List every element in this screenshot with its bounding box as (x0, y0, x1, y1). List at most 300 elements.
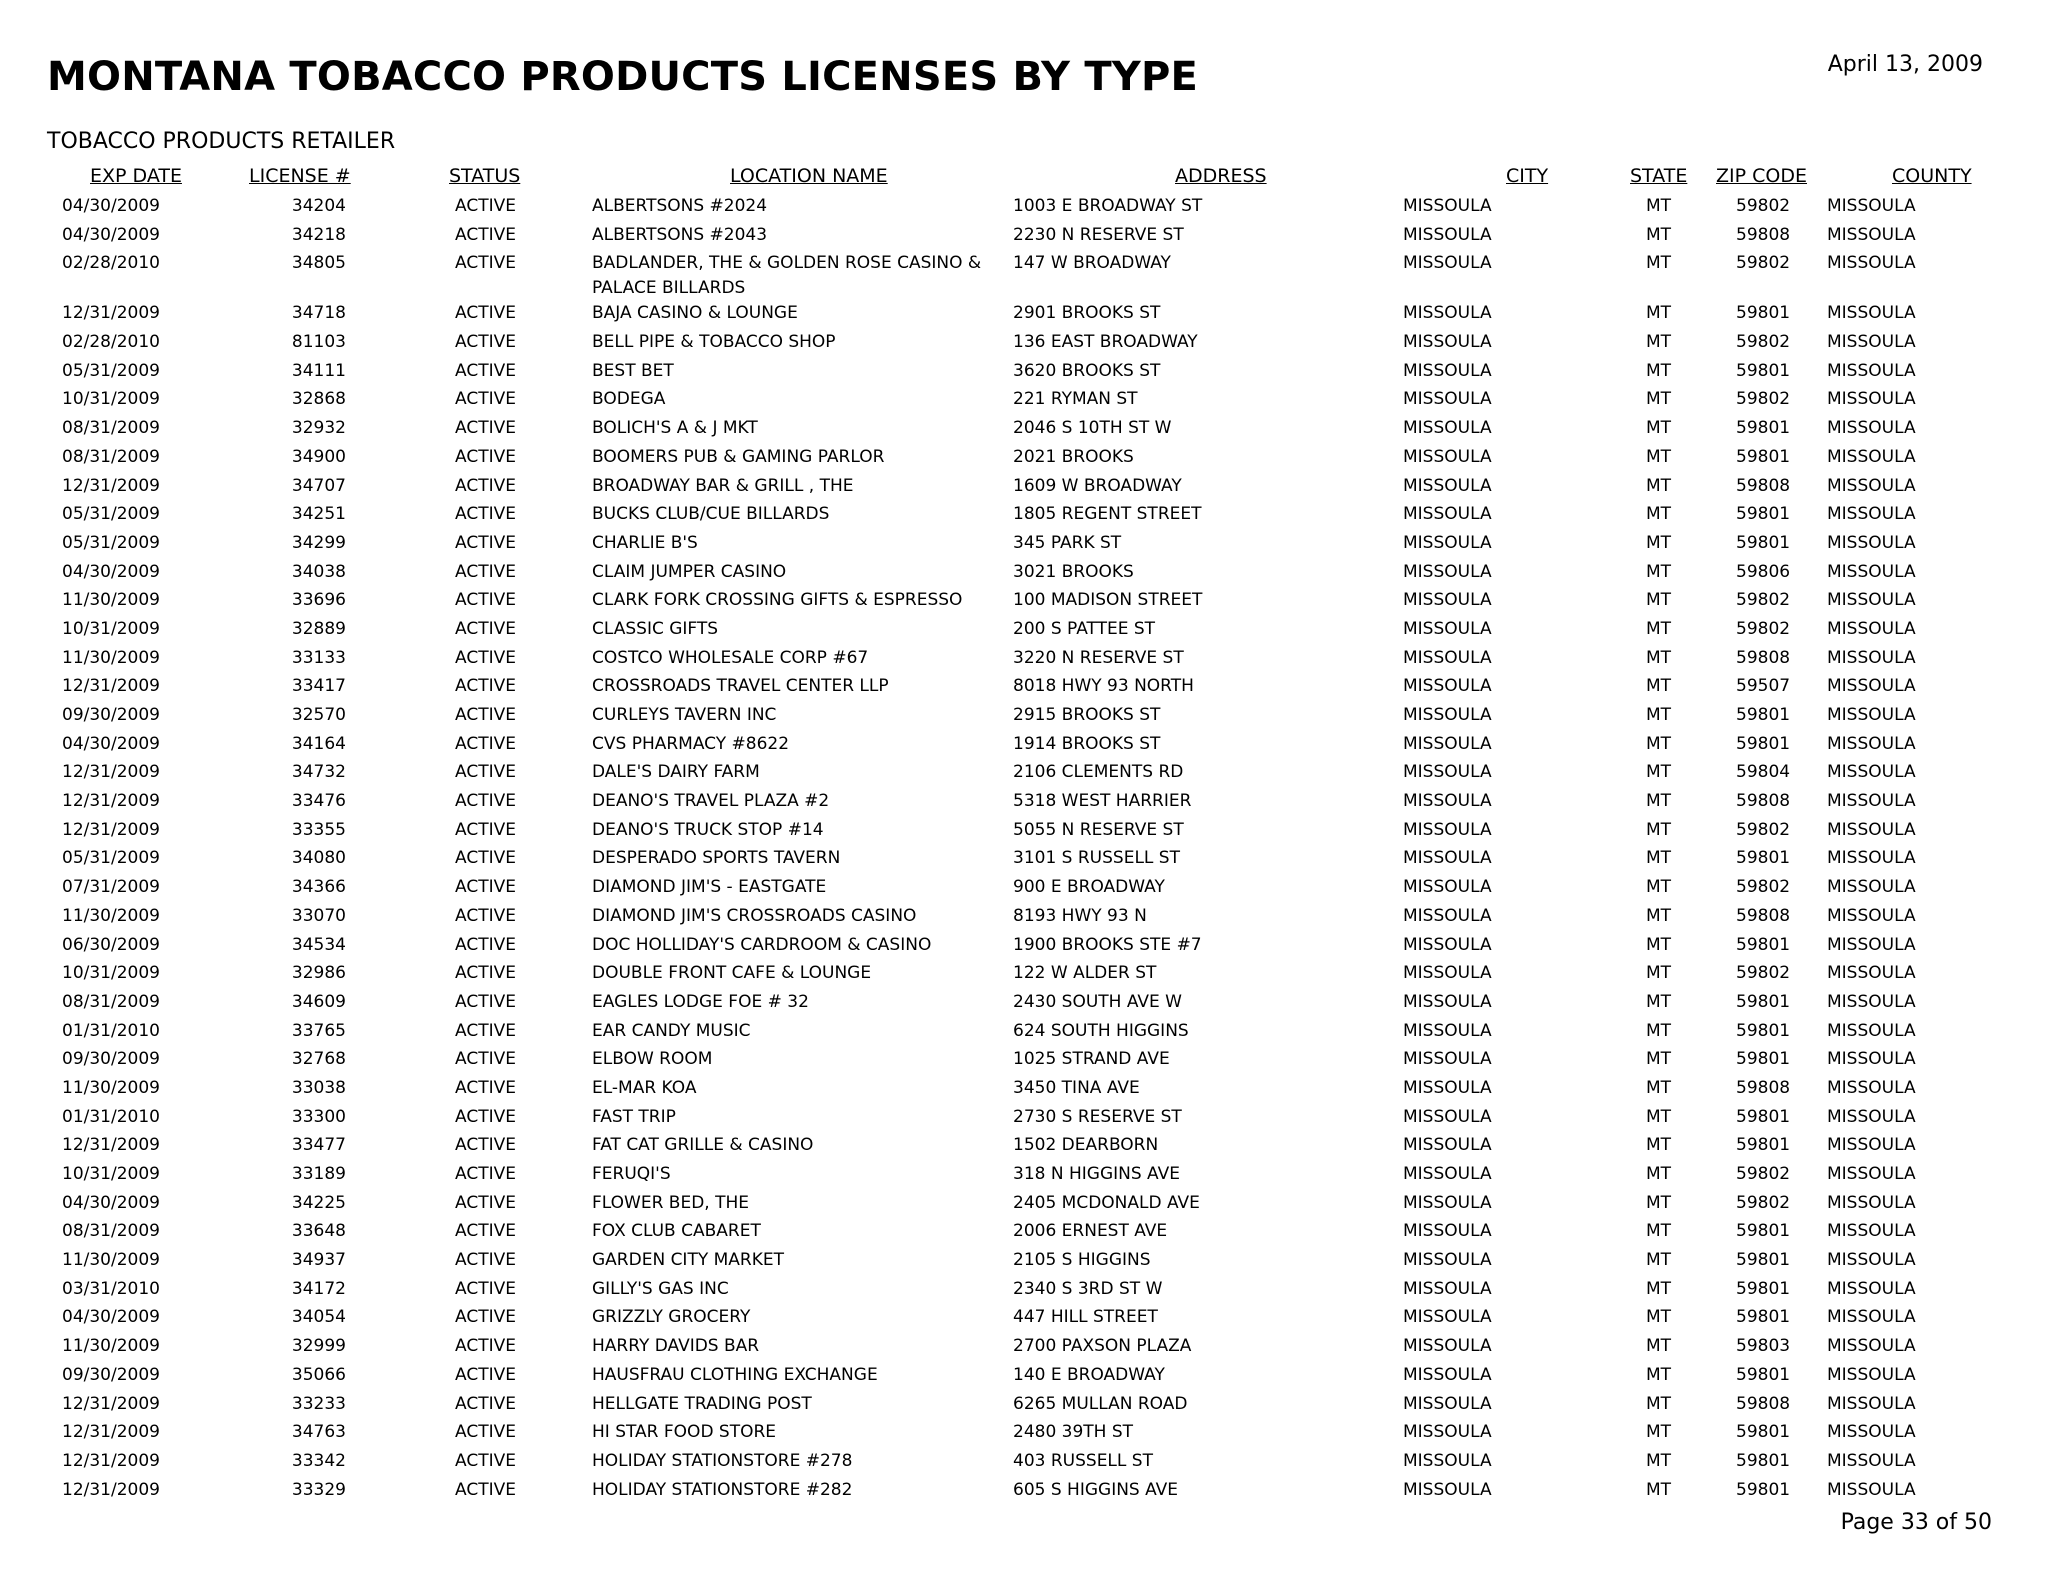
cell-state: MT (1646, 1049, 1672, 1070)
cell-location-name: BADLANDER, THE & GOLDEN ROSE CASINO & PALACE BILLARDS (592, 253, 982, 299)
cell-status: ACTIVE (455, 1422, 516, 1443)
cell-city: MISSOULA (1403, 1450, 1492, 1471)
cell-county: MISSOULA (1827, 418, 1916, 439)
cell-address: 318 N HIGGINS AVE (1013, 1164, 1180, 1184)
cell-address: 447 HILL STREET (1013, 1307, 1158, 1328)
cell-address: 200 S PATTEE ST (1013, 618, 1156, 639)
cell-status: ACTIVE (455, 647, 516, 668)
cell-zip-code: 59801 (1736, 1221, 1791, 1242)
table-row (0, 1361, 2048, 1390)
table-row (0, 844, 2048, 873)
cell-address: 100 MADISON STREET (1013, 590, 1203, 611)
cell-address: 2430 SOUTH AVE W (1013, 991, 1182, 1012)
cell-state: MT (1646, 991, 1672, 1012)
cell-status: ACTIVE (455, 360, 516, 381)
cell-county: MISSOULA (1827, 877, 1916, 898)
cell-city: MISSOULA (1403, 618, 1492, 639)
header-city: CITY (1506, 165, 1549, 187)
cell-city: MISSOULA (1403, 532, 1492, 553)
cell-state: MT (1646, 733, 1672, 754)
cell-state: MT (1646, 1336, 1672, 1357)
cell-zip-code: 59801 (1736, 1364, 1791, 1385)
table-row (0, 385, 2048, 414)
cell-address: 345 PARK ST (1013, 532, 1122, 553)
cell-exp-date: 01/31/2010 (62, 1020, 160, 1041)
cell-county: MISSOULA (1827, 791, 1916, 812)
cell-exp-date: 08/31/2009 (62, 1221, 160, 1242)
cell-address: 605 S HIGGINS AVE (1013, 1479, 1179, 1500)
cell-city: MISSOULA (1403, 1192, 1492, 1213)
cell-county: MISSOULA (1827, 1106, 1916, 1127)
cell-license: 33189 (291, 1164, 346, 1184)
cell-status: ACTIVE (455, 1307, 516, 1328)
cell-location-name: CHARLIE B'S (592, 532, 698, 553)
cell-license: 34732 (291, 762, 346, 783)
cell-status: ACTIVE (455, 791, 516, 812)
cell-exp-date: 05/31/2009 (62, 504, 160, 525)
table-row (0, 529, 2048, 558)
cell-state: MT (1646, 905, 1672, 926)
cell-state: MT (1646, 647, 1672, 668)
cell-county: MISSOULA (1827, 389, 1916, 410)
cell-location-name: HAUSFRAU CLOTHING EXCHANGE (592, 1364, 878, 1385)
cell-county: MISSOULA (1827, 1336, 1916, 1357)
cell-county: MISSOULA (1827, 676, 1916, 697)
cell-zip-code: 59801 (1736, 1020, 1791, 1041)
cell-address: 2700 PAXSON PLAZA (1013, 1336, 1192, 1357)
cell-location-name: CURLEYS TAVERN INC (592, 705, 777, 725)
cell-status: ACTIVE (455, 1250, 516, 1271)
header-county: COUNTY (1892, 165, 1972, 187)
cell-zip-code: 59801 (1736, 991, 1791, 1012)
cell-county: MISSOULA (1827, 819, 1916, 840)
cell-license: 33417 (291, 676, 346, 697)
cell-state: MT (1646, 1307, 1672, 1328)
cell-address: 1502 DEARBORN (1013, 1135, 1159, 1156)
cell-zip-code: 59803 (1736, 1336, 1791, 1357)
cell-status: ACTIVE (455, 819, 516, 840)
cell-county: MISSOULA (1827, 360, 1916, 381)
cell-location-name: CVS PHARMACY #8622 (592, 733, 790, 754)
cell-address: 2480 39TH ST (1013, 1422, 1134, 1443)
cell-location-name: DALE'S DAIRY FARM (592, 762, 760, 783)
cell-county: MISSOULA (1827, 1049, 1916, 1070)
cell-exp-date: 10/31/2009 (62, 963, 160, 984)
cell-license: 34366 (291, 877, 346, 898)
cell-address: 2230 N RESERVE ST (1013, 224, 1184, 245)
cell-county: MISSOULA (1827, 1364, 1916, 1385)
cell-exp-date: 07/31/2009 (62, 877, 160, 898)
cell-location-name: GRIZZLY GROCERY (592, 1307, 751, 1328)
cell-state: MT (1646, 848, 1672, 869)
cell-license: 34299 (291, 532, 346, 553)
cell-status: ACTIVE (455, 1479, 516, 1500)
cell-address: 8018 HWY 93 NORTH (1013, 676, 1194, 697)
cell-county: MISSOULA (1827, 446, 1916, 467)
cell-address: 122 W ALDER ST (1013, 963, 1157, 984)
cell-zip-code: 59802 (1736, 819, 1791, 840)
cell-city: MISSOULA (1403, 1106, 1492, 1127)
cell-exp-date: 12/31/2009 (62, 762, 160, 783)
cell-address: 2730 S RESERVE ST (1013, 1106, 1182, 1127)
cell-state: MT (1646, 1106, 1672, 1127)
cell-license: 33133 (291, 647, 346, 668)
cell-license: 33477 (291, 1135, 346, 1156)
cell-status: ACTIVE (455, 224, 516, 245)
cell-state: MT (1646, 561, 1672, 582)
cell-state: MT (1646, 196, 1672, 216)
cell-exp-date: 02/28/2010 (62, 332, 160, 353)
cell-license: 33765 (291, 1020, 346, 1041)
cell-city: MISSOULA (1403, 676, 1492, 697)
cell-exp-date: 05/31/2009 (62, 360, 160, 381)
cell-county: MISSOULA (1827, 332, 1916, 353)
cell-address: 624 SOUTH HIGGINS (1013, 1020, 1189, 1041)
table-row (0, 1074, 2048, 1103)
table-row (0, 615, 2048, 644)
cell-license: 34204 (291, 196, 346, 216)
cell-state: MT (1646, 1164, 1672, 1184)
cell-status: ACTIVE (455, 1192, 516, 1213)
table-row (0, 787, 2048, 816)
cell-exp-date: 11/30/2009 (62, 1250, 160, 1271)
cell-status: ACTIVE (455, 389, 516, 410)
cell-county: MISSOULA (1827, 1422, 1916, 1443)
table-row (0, 1390, 2048, 1419)
cell-zip-code: 59802 (1736, 590, 1791, 611)
header-state: STATE (1630, 165, 1688, 187)
cell-exp-date: 11/30/2009 (62, 647, 160, 668)
cell-address: 3450 TINA AVE (1013, 1077, 1140, 1098)
cell-exp-date: 03/31/2010 (62, 1278, 160, 1299)
cell-city: MISSOULA (1403, 1135, 1492, 1156)
cell-city: MISSOULA (1403, 733, 1492, 754)
cell-status: ACTIVE (455, 1049, 516, 1070)
cell-zip-code: 59801 (1736, 1307, 1791, 1328)
cell-location-name: DESPERADO SPORTS TAVERN (592, 848, 841, 869)
cell-location-name: FAST TRIP (592, 1106, 676, 1127)
cell-zip-code: 59801 (1736, 1278, 1791, 1299)
cell-county: MISSOULA (1827, 1221, 1916, 1242)
cell-zip-code: 59801 (1736, 934, 1791, 955)
table-row (0, 357, 2048, 386)
cell-status: ACTIVE (455, 1450, 516, 1471)
cell-status: ACTIVE (455, 1336, 516, 1357)
cell-state: MT (1646, 1364, 1672, 1385)
cell-county: MISSOULA (1827, 934, 1916, 955)
cell-city: MISSOULA (1403, 418, 1492, 439)
table-row (0, 1476, 2048, 1505)
cell-county: MISSOULA (1827, 963, 1916, 984)
cell-license: 34038 (291, 561, 346, 582)
cell-city: MISSOULA (1403, 963, 1492, 984)
cell-license: 32986 (291, 963, 346, 984)
cell-state: MT (1646, 1450, 1672, 1471)
cell-exp-date: 12/31/2009 (62, 676, 160, 697)
table-row (0, 816, 2048, 845)
report-date: April 13, 2009 (1827, 52, 1983, 77)
cell-county: MISSOULA (1827, 253, 1916, 274)
cell-county: MISSOULA (1827, 1278, 1916, 1299)
cell-city: MISSOULA (1403, 224, 1492, 245)
table-row (0, 586, 2048, 615)
cell-license: 33696 (291, 590, 346, 611)
cell-status: ACTIVE (455, 253, 516, 274)
report-title: MONTANA TOBACCO PRODUCTS LICENSES BY TYPE (47, 54, 1199, 100)
cell-address: 3220 N RESERVE ST (1013, 647, 1184, 668)
cell-license: 33233 (291, 1393, 346, 1414)
cell-exp-date: 12/31/2009 (62, 1135, 160, 1156)
cell-city: MISSOULA (1403, 1336, 1492, 1357)
cell-exp-date: 12/31/2009 (62, 1422, 160, 1443)
cell-zip-code: 59801 (1736, 733, 1791, 754)
cell-state: MT (1646, 1250, 1672, 1271)
cell-city: MISSOULA (1403, 647, 1492, 668)
cell-location-name: DIAMOND JIM'S - EASTGATE (592, 877, 827, 898)
table-row (0, 558, 2048, 587)
cell-county: MISSOULA (1827, 303, 1916, 324)
cell-location-name: EL-MAR KOA (592, 1077, 697, 1098)
cell-exp-date: 08/31/2009 (62, 446, 160, 467)
cell-county: MISSOULA (1827, 1250, 1916, 1271)
cell-state: MT (1646, 819, 1672, 840)
cell-status: ACTIVE (455, 618, 516, 639)
cell-zip-code: 59808 (1736, 791, 1791, 812)
cell-license: 32889 (291, 618, 346, 639)
cell-license: 34164 (291, 733, 346, 754)
cell-address: 2405 MCDONALD AVE (1013, 1192, 1200, 1213)
table-row (0, 443, 2048, 472)
cell-city: MISSOULA (1403, 360, 1492, 381)
cell-state: MT (1646, 791, 1672, 812)
cell-location-name: EAR CANDY MUSIC (592, 1020, 751, 1041)
cell-location-name: BUCKS CLUB/CUE BILLARDS (592, 504, 830, 525)
table-row (0, 672, 2048, 701)
cell-city: MISSOULA (1403, 1020, 1492, 1041)
cell-city: MISSOULA (1403, 848, 1492, 869)
cell-zip-code: 59802 (1736, 877, 1791, 898)
header-address: ADDRESS (1175, 165, 1267, 187)
header-zip-code: ZIP CODE (1716, 165, 1807, 187)
section-heading: TOBACCO PRODUCTS RETAILER (47, 129, 396, 154)
cell-license: 33355 (291, 819, 346, 840)
header-status: STATUS (449, 165, 521, 187)
cell-county: MISSOULA (1827, 224, 1916, 245)
cell-zip-code: 59801 (1736, 303, 1791, 324)
cell-address: 2106 CLEMENTS RD (1013, 762, 1184, 783)
cell-address: 3101 S RUSSELL ST (1013, 848, 1180, 869)
cell-exp-date: 11/30/2009 (62, 1077, 160, 1098)
cell-location-name: CLASSIC GIFTS (592, 618, 719, 639)
cell-location-name: BEST BET (592, 360, 674, 381)
table-row (0, 1103, 2048, 1132)
cell-zip-code: 59801 (1736, 1250, 1791, 1271)
cell-license: 32868 (291, 389, 346, 410)
cell-license: 34218 (291, 224, 346, 245)
cell-zip-code: 59801 (1736, 504, 1791, 525)
cell-exp-date: 11/30/2009 (62, 590, 160, 611)
table-row (0, 472, 2048, 501)
cell-zip-code: 59801 (1736, 1106, 1791, 1127)
cell-zip-code: 59804 (1736, 762, 1791, 783)
cell-exp-date: 09/30/2009 (62, 1364, 160, 1385)
table-row (0, 1217, 2048, 1246)
table-row (0, 192, 2048, 221)
cell-zip-code: 59802 (1736, 253, 1791, 274)
table-row (0, 1017, 2048, 1046)
cell-location-name: BODEGA (592, 389, 666, 410)
cell-zip-code: 59801 (1736, 1479, 1791, 1500)
cell-license: 34172 (291, 1278, 346, 1299)
cell-state: MT (1646, 1479, 1672, 1500)
cell-address: 147 W BROADWAY (1013, 253, 1171, 274)
cell-city: MISSOULA (1403, 991, 1492, 1012)
cell-zip-code: 59802 (1736, 1164, 1791, 1184)
cell-county: MISSOULA (1827, 1077, 1916, 1098)
cell-address: 900 E BROADWAY (1013, 877, 1165, 898)
cell-status: ACTIVE (455, 590, 516, 611)
cell-address: 136 EAST BROADWAY (1013, 332, 1198, 353)
cell-license: 33329 (291, 1479, 346, 1500)
cell-city: MISSOULA (1403, 934, 1492, 955)
cell-status: ACTIVE (455, 963, 516, 984)
cell-zip-code: 59808 (1736, 475, 1791, 496)
cell-zip-code: 59802 (1736, 618, 1791, 639)
cell-license: 32570 (291, 705, 346, 725)
cell-address: 1025 STRAND AVE (1013, 1049, 1170, 1070)
cell-state: MT (1646, 446, 1672, 467)
cell-exp-date: 12/31/2009 (62, 791, 160, 812)
cell-status: ACTIVE (455, 196, 516, 216)
cell-address: 1900 BROOKS STE #7 (1013, 934, 1202, 955)
cell-exp-date: 10/31/2009 (62, 618, 160, 639)
cell-county: MISSOULA (1827, 1164, 1916, 1184)
cell-exp-date: 09/30/2009 (62, 705, 160, 725)
cell-status: ACTIVE (455, 1221, 516, 1242)
cell-status: ACTIVE (455, 1020, 516, 1041)
cell-status: ACTIVE (455, 332, 516, 353)
cell-address: 221 RYMAN ST (1013, 389, 1138, 410)
cell-zip-code: 59802 (1736, 389, 1791, 410)
table-row (0, 1275, 2048, 1304)
header-exp-date: EXP DATE (90, 165, 182, 187)
cell-status: ACTIVE (455, 1106, 516, 1127)
cell-location-name: HELLGATE TRADING POST (592, 1393, 812, 1414)
cell-license: 34609 (291, 991, 346, 1012)
cell-exp-date: 12/31/2009 (62, 819, 160, 840)
cell-state: MT (1646, 360, 1672, 381)
cell-status: ACTIVE (455, 504, 516, 525)
cell-address: 403 RUSSELL ST (1013, 1450, 1153, 1471)
cell-zip-code: 59801 (1736, 848, 1791, 869)
cell-state: MT (1646, 934, 1672, 955)
cell-exp-date: 06/30/2009 (62, 934, 160, 955)
cell-state: MT (1646, 1135, 1672, 1156)
cell-status: ACTIVE (455, 934, 516, 955)
cell-city: MISSOULA (1403, 561, 1492, 582)
cell-city: MISSOULA (1403, 705, 1492, 725)
cell-status: ACTIVE (455, 991, 516, 1012)
cell-county: MISSOULA (1827, 705, 1916, 725)
cell-county: MISSOULA (1827, 1020, 1916, 1041)
cell-location-name: FLOWER BED, THE (592, 1192, 750, 1213)
cell-exp-date: 08/31/2009 (62, 991, 160, 1012)
cell-status: ACTIVE (455, 762, 516, 783)
cell-location-name: BELL PIPE & TOBACCO SHOP (592, 332, 836, 353)
cell-city: MISSOULA (1403, 1393, 1492, 1414)
cell-city: MISSOULA (1403, 1250, 1492, 1271)
cell-zip-code: 59808 (1736, 647, 1791, 668)
cell-city: MISSOULA (1403, 1049, 1492, 1070)
cell-county: MISSOULA (1827, 590, 1916, 611)
cell-zip-code: 59801 (1736, 532, 1791, 553)
cell-address: 8193 HWY 93 N (1013, 905, 1147, 926)
cell-location-name: CLAIM JUMPER CASINO (592, 561, 787, 582)
table-header (0, 165, 2048, 191)
cell-exp-date: 02/28/2010 (62, 253, 160, 274)
cell-state: MT (1646, 253, 1672, 274)
cell-location-name: DOUBLE FRONT CAFE & LOUNGE (592, 963, 872, 984)
table-row (0, 644, 2048, 673)
cell-status: ACTIVE (455, 1135, 516, 1156)
cell-address: 1003 E BROADWAY ST (1013, 196, 1203, 216)
cell-state: MT (1646, 303, 1672, 324)
cell-license: 33300 (291, 1106, 346, 1127)
cell-city: MISSOULA (1403, 1077, 1492, 1098)
cell-city: MISSOULA (1403, 1278, 1492, 1299)
cell-status: ACTIVE (455, 446, 516, 467)
cell-exp-date: 10/31/2009 (62, 389, 160, 410)
cell-location-name: HOLIDAY STATIONSTORE #282 (592, 1479, 853, 1500)
cell-city: MISSOULA (1403, 1479, 1492, 1500)
cell-zip-code: 59802 (1736, 196, 1791, 216)
cell-zip-code: 59801 (1736, 1049, 1791, 1070)
cell-city: MISSOULA (1403, 905, 1492, 926)
cell-zip-code: 59801 (1736, 1450, 1791, 1471)
cell-location-name: ALBERTSONS #2043 (592, 224, 768, 245)
cell-location-name: DEANO'S TRUCK STOP #14 (592, 819, 824, 840)
table-row (0, 1303, 2048, 1332)
cell-state: MT (1646, 1020, 1672, 1041)
cell-status: ACTIVE (455, 705, 516, 725)
cell-status: ACTIVE (455, 1077, 516, 1098)
table-row (0, 959, 2048, 988)
cell-state: MT (1646, 1192, 1672, 1213)
cell-license: 81103 (291, 332, 346, 353)
cell-location-name: BOOMERS PUB & GAMING PARLOR (592, 446, 885, 467)
cell-zip-code: 59806 (1736, 561, 1791, 582)
table-row (0, 299, 2048, 328)
cell-county: MISSOULA (1827, 475, 1916, 496)
cell-county: MISSOULA (1827, 762, 1916, 783)
cell-county: MISSOULA (1827, 532, 1916, 553)
cell-status: ACTIVE (455, 561, 516, 582)
cell-city: MISSOULA (1403, 590, 1492, 611)
cell-state: MT (1646, 224, 1672, 245)
cell-address: 2901 BROOKS ST (1013, 303, 1161, 324)
cell-zip-code: 59801 (1736, 705, 1791, 725)
cell-county: MISSOULA (1827, 1307, 1916, 1328)
cell-exp-date: 04/30/2009 (62, 224, 160, 245)
cell-state: MT (1646, 332, 1672, 353)
cell-state: MT (1646, 1422, 1672, 1443)
header-location-name: LOCATION NAME (730, 165, 888, 187)
cell-city: MISSOULA (1403, 819, 1492, 840)
cell-address: 1914 BROOKS ST (1013, 733, 1161, 754)
cell-location-name: FAT CAT GRILLE & CASINO (592, 1135, 814, 1156)
cell-state: MT (1646, 418, 1672, 439)
table-row (0, 758, 2048, 787)
